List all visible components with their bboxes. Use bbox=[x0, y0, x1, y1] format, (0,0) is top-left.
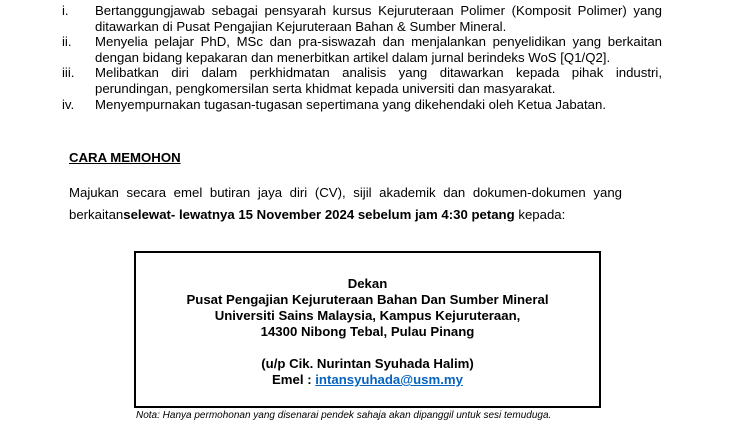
duty-item bbox=[62, 65, 662, 96]
address-university: Universiti Sains Malaysia, Kampus Kejuruteraan, bbox=[214, 308, 521, 323]
duty-text: Bertanggungjawab sebagai pensyarah kursus Kejuruteraan Polimer (Komposit Polimer) yang ditawarkan di Pusat Pengajian Kejuruteraan Bahan & Sumber Mineral. bbox=[95, 3, 662, 34]
address-box bbox=[134, 251, 601, 408]
address-recipient: Dekan bbox=[347, 276, 388, 291]
duty-item bbox=[62, 3, 662, 34]
section-heading-how-to-apply: CARA MEMOHON bbox=[69, 150, 181, 165]
duties-list bbox=[62, 3, 662, 112]
address-spacer bbox=[136, 340, 599, 356]
instructions-text-end: kepada: bbox=[514, 206, 566, 222]
duty-text: Melibatkan diri dalam perkhidmatan analisis yang ditawarkan kepada pihak industri, perundingan, pengkomersilan serta khidmat kepada universiti dan masyarakat. bbox=[95, 65, 662, 96]
footnote: Nota: Hanya permohonan yang disenarai pendek sahaja akan dipanggil untuk sesi temuduga. bbox=[136, 410, 552, 421]
duty-text: Menyempurnakan tugasan-tugasan sepertimana yang dikehendaki oleh Ketua Jabatan. bbox=[95, 96, 606, 112]
duty-number: i. bbox=[62, 3, 69, 18]
duty-number: iv. bbox=[62, 96, 75, 112]
email-label: Emel : bbox=[272, 372, 316, 387]
application-instructions bbox=[69, 182, 622, 225]
address-school: Pusat Pengajian Kejuruteraan Bahan Dan Sumber Mineral bbox=[186, 292, 549, 307]
deadline-text: selewat- lewatnya 15 November 2024 sebelum jam 4:30 petang bbox=[123, 206, 515, 222]
duty-text: Menyelia pelajar PhD, MSc dan pra-siswazah dan menjalankan penyelidikan yang berkaitan dengan bidang kepakaran dan menerbitkan artikel dalam jurnal berindeks WoS [Q1/Q2]. bbox=[95, 34, 662, 65]
duty-item bbox=[62, 34, 662, 65]
duty-number: ii. bbox=[62, 34, 72, 50]
duty-number: iii. bbox=[62, 65, 75, 81]
email-line bbox=[136, 372, 599, 388]
duty-item bbox=[62, 97, 662, 113]
address-attention: (u/p Cik. Nurintan Syuhada Halim) bbox=[261, 356, 474, 371]
address-postcode: 14300 Nibong Tebal, Pulau Pinang bbox=[260, 324, 475, 339]
email-link[interactable]: intansyuhada@usm.my bbox=[315, 372, 463, 387]
instructions-text: Majukan secara emel butiran jaya diri (CV), sijil akademik dan dokumen-dokumen yang berkaitan bbox=[69, 185, 622, 222]
